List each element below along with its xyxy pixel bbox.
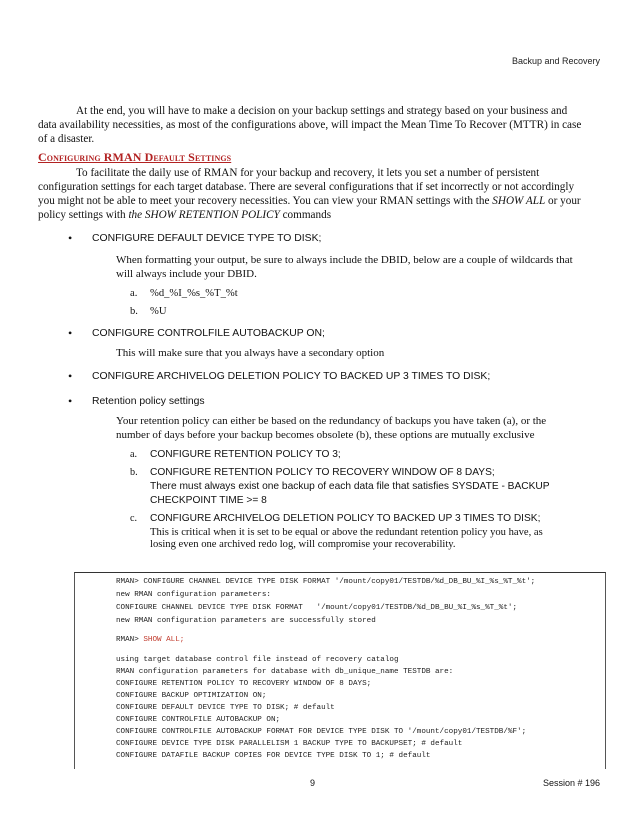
section-line-4 <box>38 208 598 223</box>
code-line: CONFIGURE DATAFILE BACKUP COPIES FOR DEVICE TYPE DISK TO 1; # default <box>116 752 431 760</box>
item-text: CONFIGURE RETENTION POLICY TO RECOVERY WINDOW OF 8 DAYS; <box>150 467 495 478</box>
bullet-4-title: Retention policy settings <box>92 396 205 407</box>
item-label: a. <box>130 449 138 460</box>
code-line: CONFIGURE CONTROLFILE AUTOBACKUP FORMAT FOR DEVICE TYPE DISK TO '/mount/copy01/TESTDB/%F'; <box>116 728 527 736</box>
bullet-dot: • <box>68 231 73 245</box>
section-line-3c: or your <box>545 195 581 207</box>
show-all-command: SHOW ALL <box>492 195 546 207</box>
bullet-4-item-c-note-2: losing even one archived redo log, will compromise your recoverability. <box>150 539 456 550</box>
code-line: CONFIGURE RETENTION POLICY TO RECOVERY WINDOW OF 8 DAYS; <box>116 680 372 688</box>
bullet-4-item-b-note-2: CHECKPOINT TIME >= 8 <box>150 495 267 506</box>
code-line: using target database control file instead of recovery catalog <box>116 656 399 664</box>
bullet-2-desc: This will make sure that you always have a secondary option <box>116 347 385 359</box>
item-label: b. <box>130 467 138 478</box>
code-line: CONFIGURE DEVICE TYPE DISK PARALLELISM 1 BACKUP TYPE TO BACKUPSET; # default <box>116 740 463 748</box>
bullet-1 <box>68 231 598 246</box>
intro-line-1: At the end, you will have to make a decision on your backup settings and strategy based on your business and <box>76 105 568 117</box>
item-label: b. <box>130 306 138 317</box>
page-number: 9 <box>310 778 316 788</box>
code-line: RMAN> CONFIGURE CHANNEL DEVICE TYPE DISK FORMAT '/mount/copy01/TESTDB/%d_DB_BU_%I_%s_%T_%t'; <box>116 578 536 586</box>
item-label: c. <box>130 513 138 524</box>
bullet-3-title: CONFIGURE ARCHIVELOG DELETION POLICY TO BACKED UP 3 TIMES TO DISK; <box>92 371 491 382</box>
bullet-1-item-a <box>130 287 590 301</box>
bullet-dot: • <box>68 369 73 383</box>
section-line-3 <box>38 194 598 209</box>
bullet-dot: • <box>68 326 73 340</box>
code-prompt: RMAN> <box>116 636 144 644</box>
code-line: CONFIGURE BACKUP OPTIMIZATION ON; <box>116 692 267 700</box>
bullet-4-item-a <box>130 448 590 462</box>
item-text: CONFIGURE ARCHIVELOG DELETION POLICY TO BACKED UP 3 TIMES TO DISK; <box>150 513 541 524</box>
code-line: CONFIGURE DEFAULT DEVICE TYPE TO DISK; # default <box>116 704 335 712</box>
bullet-1-desc-1: When formatting your output, be sure to always include the DBID, below are a couple of wildcards that <box>116 254 573 266</box>
bullet-1-title: CONFIGURE DEFAULT DEVICE TYPE TO DISK; <box>92 233 322 244</box>
code-line-show-all <box>116 636 184 644</box>
section-line-4c: commands <box>279 209 332 221</box>
bullet-4-desc-1: Your retention policy can either be based on the redundancy of backups you have taken (a), or the <box>116 415 547 427</box>
bullet-4-desc-2: number of days before your backup becomes obsolete (b), these options are mutually exclusive <box>116 429 535 441</box>
item-text: %U <box>150 306 167 317</box>
code-line: CONFIGURE CHANNEL DEVICE TYPE DISK FORMAT '/mount/copy01/TESTDB/%d_DB_BU_%I_%s_%T_%t'; <box>116 604 518 612</box>
show-retention-command: the SHOW RETENTION POLICY <box>128 209 280 221</box>
bullet-1-item-b <box>130 305 590 319</box>
item-text: %d_%I_%s_%T_%t <box>150 288 238 299</box>
section-line-1: To facilitate the daily use of RMAN for your backup and recovery, it lets you set a number of persistent <box>76 167 540 179</box>
section-line-2: configuration settings for each target database. There are several configurations that if set incorrectly or not accordingly <box>38 181 575 193</box>
intro-line-3: of a disaster. <box>38 133 95 145</box>
section-heading[interactable]: Configuring RMAN Default Settings <box>38 150 232 164</box>
intro-line-2: data availability necessities, as most of the configurations above, will impact the Mean Time To Recover (MTTR) in case <box>38 119 582 131</box>
code-line: new RMAN configuration parameters are successfully stored <box>116 617 376 625</box>
section-line-3a: you might not be able to meet your recovery necessities. You can view your RMAN settings with the <box>38 195 493 207</box>
bullet-2 <box>68 326 598 341</box>
item-text: CONFIGURE RETENTION POLICY TO 3; <box>150 449 341 460</box>
code-line: new RMAN configuration parameters: <box>116 591 271 599</box>
code-command: SHOW ALL; <box>143 636 185 644</box>
bullet-dot: • <box>68 394 73 408</box>
session-label: Session # 196 <box>542 778 600 788</box>
bullet-1-desc-2: will always include your DBID. <box>116 268 257 280</box>
bullet-4-item-c <box>130 512 590 526</box>
code-line: RMAN configuration parameters for database with db_unique_name TESTDB are: <box>116 668 454 676</box>
bullet-4-item-c-note-1: This is critical when it is set to be equal or above the redundant retention policy you have, as <box>150 527 543 538</box>
code-line: CONFIGURE CONTROLFILE AUTOBACKUP ON; <box>116 716 281 724</box>
bullet-4 <box>68 394 598 409</box>
running-header: Backup and Recovery <box>511 56 600 66</box>
bullet-3 <box>68 369 598 384</box>
bullet-2-title: CONFIGURE CONTROLFILE AUTOBACKUP ON; <box>92 328 325 339</box>
bullet-4-item-b <box>130 466 590 480</box>
section-line-4a: policy settings with <box>38 209 129 221</box>
bullet-4-item-b-note-1: There must always exist one backup of each data file that satisfies SYSDATE - BACKUP <box>150 481 550 492</box>
item-label: a. <box>130 288 138 299</box>
